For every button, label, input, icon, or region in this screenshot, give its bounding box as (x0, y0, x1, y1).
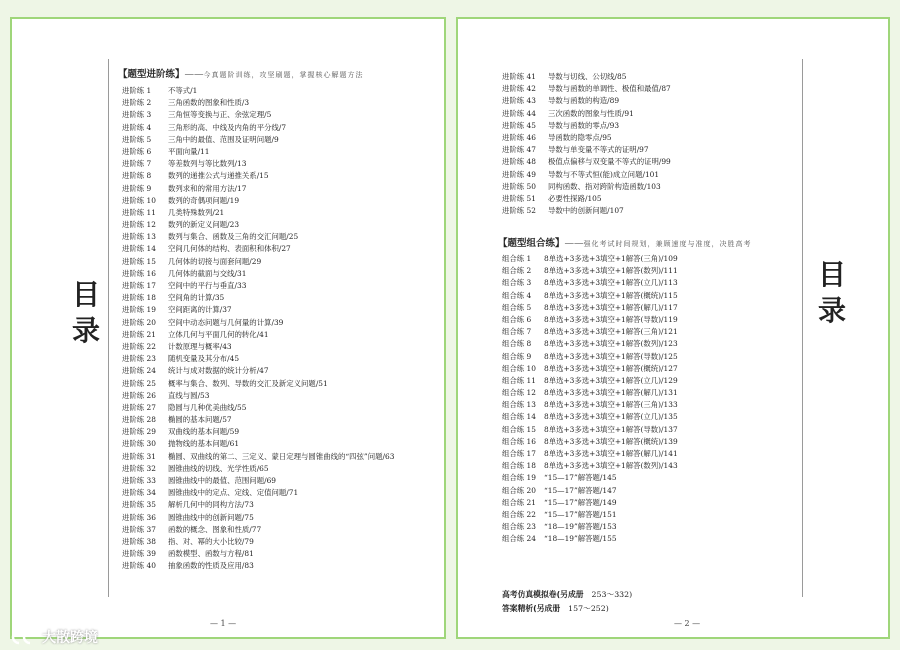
toc-entry (122, 548, 394, 560)
toc-entry-number: 组合练 1 (502, 254, 532, 263)
toc-entry (122, 365, 394, 377)
toc-entry-title: 空间角的计算/35 (168, 293, 225, 303)
toc-entry-title: 同构函数、指对跨阶构造函数/103 (548, 181, 661, 191)
toc-entry (502, 472, 678, 484)
toc-entry-title: 随机变量及其分布/45 (168, 354, 240, 364)
left-vertical-title (72, 277, 100, 349)
toc-entry (122, 85, 394, 97)
toc-entry (122, 378, 394, 390)
toc-entry-number: 组合练 13 (502, 400, 536, 410)
toc-entry (122, 256, 394, 268)
toc-entry (122, 158, 394, 170)
toc-entry-title: “15—17”解答题/147 (544, 485, 617, 495)
page-number-right: — 2 — (674, 619, 701, 628)
toc-entry-title: 双曲线的基本问题/59 (168, 427, 240, 437)
toc-entry-number: 进阶练 45 (502, 120, 536, 130)
toc-entry-title: 计数原理与概率/43 (168, 341, 232, 351)
toc-entry-number: 组合练 4 (502, 290, 532, 300)
toc-entry-number: 进阶练 34 (122, 488, 156, 498)
toc-entry-number: 组合练 17 (502, 449, 536, 458)
toc-entry (122, 134, 394, 146)
toc-entry-number: 进阶练 43 (502, 96, 536, 106)
toc-entry (502, 411, 678, 423)
toc-entry (502, 193, 671, 205)
toc-entry-title: 指、对、幂的大小比较/79 (168, 536, 254, 546)
toc-entry (122, 536, 394, 548)
toc-entry-title: 抛物线的基本问题/61 (168, 439, 240, 449)
toc-entry-number: 进阶练 49 (502, 169, 536, 179)
toc-entry-title: 几何体的截面与交线/31 (168, 268, 247, 278)
back-matter-mock-exam (502, 589, 632, 600)
toc-entry-number: 进阶练 25 (122, 378, 156, 388)
toc-entry-number: 组合练 8 (502, 339, 532, 349)
toc-list-advanced-continued (502, 71, 671, 217)
toc-entry-title: 8单选+3多选+3填空+1解答(概统)/115 (544, 290, 678, 300)
toc-entry (502, 460, 678, 472)
toc-entry-title: 函数模型、函数与方程/81 (168, 549, 254, 559)
toc-entry (502, 436, 678, 448)
toc-entry-number: 组合练 5 (502, 302, 532, 312)
toc-entry (122, 402, 394, 414)
toc-entry (122, 304, 394, 316)
toc-entry-number: 进阶练 14 (122, 244, 156, 254)
toc-entry-title: 三角函数的图象和性质/3 (168, 98, 250, 108)
toc-entry-title: 圆锥曲线中的定点、定线、定值问题/71 (168, 488, 299, 498)
toc-entry-number: 进阶练 5 (122, 134, 152, 144)
toc-entry-number: 组合练 18 (502, 461, 536, 471)
toc-entry (122, 353, 394, 365)
toc-entry-title: 三次函数的图象与性质/91 (548, 108, 634, 118)
toc-entry-number: 组合练 6 (502, 314, 532, 324)
toc-entry (122, 146, 394, 158)
toc-entry-title: 8单选+3多选+3填空+1解答(三角)/133 (544, 400, 678, 410)
toc-entry-number: 组合练 24 (502, 534, 536, 544)
toc-entry (122, 280, 394, 292)
toc-entry-title: 8单选+3多选+3填空+1解答(解几)/141 (544, 449, 678, 458)
toc-entry-number: 进阶练 6 (122, 146, 152, 156)
toc-entry-number: 进阶练 29 (122, 427, 156, 437)
toc-entry (502, 302, 678, 314)
toc-entry (122, 438, 394, 450)
toc-entry-number: 进阶练 35 (122, 500, 156, 510)
toc-entry-title: 8单选+3多选+3填空+1解答(立几)/113 (544, 278, 678, 288)
toc-entry-title: 统计与成对数据的统计分析/47 (168, 366, 269, 376)
toc-entry (502, 521, 678, 533)
toc-entry-title: 几何体的切接与面套问题/29 (168, 256, 262, 266)
toc-entry-title: 8单选+3多选+3填空+1解答(概统)/127 (544, 363, 678, 373)
toc-entry-number: 进阶练 13 (122, 232, 156, 242)
toc-entry-title: 8单选+3多选+3填空+1解答(立几)/135 (544, 412, 678, 422)
toc-entry-title: 平面向量/11 (168, 146, 210, 156)
toc-entry-title: 几类特殊数列/21 (168, 207, 225, 217)
toc-entry (502, 277, 678, 289)
toc-entry-number: 组合练 11 (502, 375, 536, 385)
toc-entry-number: 进阶练 51 (502, 193, 536, 203)
toc-entry-number: 组合练 19 (502, 473, 536, 483)
toc-entry (502, 144, 671, 156)
toc-entry (502, 169, 671, 181)
toc-entry (502, 290, 678, 302)
section-dash: —— (184, 69, 204, 80)
toc-entry (502, 132, 671, 144)
toc-entry (122, 390, 394, 402)
toc-entry-number: 进阶练 52 (502, 206, 536, 216)
toc-entry (502, 351, 678, 363)
section-heading-advanced (118, 66, 364, 80)
title-char-mu: 目 (818, 258, 847, 291)
toc-entry-title: 8单选+3多选+3填空+1解答(解几)/117 (544, 302, 678, 312)
toc-entry (502, 387, 678, 399)
toc-entry (122, 487, 394, 499)
toc-entry (122, 109, 394, 121)
toc-entry (502, 265, 678, 277)
toc-entry-number: 进阶练 18 (122, 293, 156, 303)
title-char-mu: 目 (72, 278, 101, 311)
toc-entry-title: 8单选+3多选+3填空+1解答(三角)/121 (544, 327, 678, 337)
toc-entry-number: 进阶练 46 (502, 132, 536, 142)
section-subtitle: 强化考试时间规划，兼顾速度与准度，决胜高考 (583, 240, 752, 248)
toc-entry (502, 95, 671, 107)
toc-list-advanced (122, 85, 394, 573)
watermark-text: 大散跨境 (42, 630, 98, 646)
toc-entry (122, 524, 394, 536)
toc-entry-title: 圆锥曲线中的最值、范围问题/69 (168, 476, 276, 485)
toc-entry-number: 进阶练 40 (122, 561, 156, 571)
title-char-lu: 录 (818, 294, 847, 327)
toc-entry-number: 进阶练 39 (122, 549, 156, 559)
toc-entry-title: 8单选+3多选+3填空+1解答(数列)/143 (544, 461, 678, 471)
toc-entry-number: 组合练 20 (502, 485, 536, 495)
toc-entry (122, 268, 394, 280)
toc-entry-title: 8单选+3多选+3填空+1解答(数列)/111 (544, 266, 678, 276)
toc-entry-number: 进阶练 38 (122, 536, 156, 546)
toc-entry-title: 导数与函数的构造/89 (548, 96, 620, 106)
toc-entry-number: 组合练 3 (502, 278, 532, 288)
toc-entry-number: 进阶练 33 (122, 476, 156, 485)
toc-entry-number: 进阶练 21 (122, 329, 156, 339)
back-matter-answers (502, 603, 609, 614)
toc-entry (122, 463, 394, 475)
toc-entry-title: 空间距离的计算/37 (168, 305, 232, 315)
toc-entry-number: 组合练 16 (502, 436, 536, 446)
toc-entry-number: 进阶练 44 (502, 108, 536, 118)
toc-entry-title: “15—17”解答题/151 (544, 509, 617, 519)
toc-entry-title: 空间中的平行与垂直/33 (168, 281, 247, 290)
toc-entry-number: 进阶练 24 (122, 366, 156, 376)
toc-entry-title: 三角中的最值、范围及证明问题/9 (168, 134, 279, 144)
toc-entry (122, 499, 394, 511)
toc-entry-title: 导数与单变量不等式的证明/97 (548, 145, 649, 155)
toc-entry (122, 475, 394, 487)
toc-entry-number: 进阶练 7 (122, 159, 152, 169)
section-title: 【题型进阶练】 (118, 69, 185, 80)
left-gutter-line (108, 59, 109, 597)
toc-entry-title: 椭圆、双曲线的第二、三定义、蒙日定理与圆锥曲线的“四弦”问题/63 (168, 451, 395, 461)
toc-entry-number: 进阶练 23 (122, 354, 156, 364)
toc-entry-title: 必要性探路/105 (548, 193, 602, 203)
title-char-lu: 录 (72, 314, 101, 347)
toc-entry-title: 空间中动态问题与几何量的计算/39 (168, 317, 284, 327)
toc-entry-number: 进阶练 17 (122, 281, 156, 290)
right-page (456, 17, 890, 639)
toc-entry-title: 8单选+3多选+3填空+1解答(导数)/137 (544, 424, 678, 434)
toc-entry-number: 进阶练 22 (122, 341, 156, 351)
toc-entry-number: 组合练 2 (502, 266, 532, 276)
toc-entry-title: 数列求和的常用方法/17 (168, 183, 247, 193)
toc-entry-title: 导数与切线、公切线/85 (548, 72, 627, 81)
back-matter-label: 答案精析(另成册 (502, 604, 561, 613)
toc-entry-title: 隐圆与几种优美曲线/55 (168, 402, 247, 412)
section-dash: —— (564, 238, 584, 249)
toc-entry (122, 451, 394, 463)
toc-entry-title: 导数与函数的零点/93 (548, 120, 620, 130)
toc-entry-title: 圆锥曲线的切线、光学性质/65 (168, 463, 269, 473)
toc-entry (502, 363, 678, 375)
section-heading-combined (498, 235, 752, 249)
toc-entry (502, 120, 671, 132)
toc-entry (122, 560, 394, 572)
toc-entry-number: 进阶练 37 (122, 524, 156, 534)
toc-entry-title: 函数的概念、图象和性质/77 (168, 524, 262, 534)
back-matter-label: 高考仿真模拟卷(另成册 (502, 590, 584, 599)
toc-entry-title: 8单选+3多选+3填空+1解答(解几)/131 (544, 388, 678, 398)
toc-entry-title: 立体几何与平面几何的转化/41 (168, 329, 269, 339)
toc-entry (502, 83, 671, 95)
toc-entry-number: 进阶练 2 (122, 98, 152, 108)
toc-entry-number: 进阶练 36 (122, 512, 156, 522)
toc-entry-number: 组合练 21 (502, 497, 536, 507)
toc-entry (502, 485, 678, 497)
toc-entry-title: 空间几何体的结构、表面积和体积/27 (168, 244, 291, 254)
right-vertical-title (818, 257, 846, 329)
toc-entry-number: 进阶练 10 (122, 195, 156, 205)
toc-entry-number: 进阶练 50 (502, 181, 536, 191)
toc-entry (122, 207, 394, 219)
toc-entry (122, 426, 394, 438)
toc-entry-title: 数列的奇偶项问题/19 (168, 195, 240, 205)
toc-entry-title: 概率与集合、数列、导数的交汇及新定义问题/51 (168, 378, 328, 388)
toc-entry-title: 导数与函数的单调性、极值和最值/87 (548, 84, 671, 94)
toc-entry-title: 极值点偏移与双变量不等式的证明/99 (548, 157, 671, 167)
toc-entry-title: 圆锥曲线中的创新问题/75 (168, 512, 254, 522)
toc-entry-number: 进阶练 1 (122, 86, 152, 95)
toc-entry-title: 8单选+3多选+3填空+1解答(三角)/109 (544, 254, 678, 263)
toc-entry-title: 直线与圆/53 (168, 390, 210, 400)
toc-entry (122, 183, 394, 195)
left-page (10, 17, 446, 639)
toc-entry-number: 进阶练 47 (502, 145, 536, 155)
toc-entry-number: 进阶练 3 (122, 110, 152, 120)
toc-entry (502, 181, 671, 193)
section-title: 【题型组合练】 (498, 238, 565, 249)
toc-entry-number: 组合练 22 (502, 509, 536, 519)
toc-entry-title: “15—17”解答题/145 (544, 473, 617, 483)
toc-entry-number: 组合练 23 (502, 522, 536, 532)
toc-entry (122, 414, 394, 426)
toc-entry (502, 253, 678, 265)
toc-entry-title: 8单选+3多选+3填空+1解答(概统)/139 (544, 436, 678, 446)
toc-entry-title: 抽象函数的性质及应用/83 (168, 561, 254, 571)
toc-entry (502, 156, 671, 168)
toc-entry (122, 170, 394, 182)
toc-entry-title: 三角形的高、中线及内角的平分线/7 (168, 122, 287, 132)
toc-entry (122, 329, 394, 341)
toc-entry-title: 椭圆的基本问题/57 (168, 415, 232, 425)
watermark-logo-icon (10, 628, 38, 646)
toc-entry (122, 231, 394, 243)
toc-entry-number: 进阶练 30 (122, 439, 156, 449)
toc-entry-number: 进阶练 26 (122, 390, 156, 400)
toc-entry-number: 进阶练 4 (122, 122, 152, 132)
toc-entry-title: 等差数列与等比数列/13 (168, 159, 247, 169)
toc-entry-number: 组合练 15 (502, 424, 536, 434)
toc-entry (502, 314, 678, 326)
toc-entry-number: 进阶练 27 (122, 402, 156, 412)
toc-entry-title: “18—19”解答题/153 (544, 522, 617, 532)
toc-entry-title: “18—19”解答题/155 (544, 534, 617, 544)
toc-entry-number: 组合练 14 (502, 412, 536, 422)
toc-entry (122, 195, 394, 207)
toc-entry-title: 数列与集合、函数及三角的交汇问题/25 (168, 232, 299, 242)
toc-entry (502, 205, 671, 217)
toc-entry-title: 8单选+3多选+3填空+1解答(数列)/123 (544, 339, 678, 349)
toc-entry (502, 108, 671, 120)
toc-entry-title: 8单选+3多选+3填空+1解答(立几)/129 (544, 375, 678, 385)
toc-entry-number: 进阶练 15 (122, 256, 156, 266)
watermark (10, 626, 98, 648)
toc-entry-title: “15—17”解答题/149 (544, 497, 617, 507)
toc-entry-number: 进阶练 16 (122, 268, 156, 278)
toc-entry-title: 不等式/1 (168, 86, 198, 95)
toc-entry (502, 497, 678, 509)
toc-entry (122, 512, 394, 524)
toc-entry-number: 组合练 7 (502, 327, 532, 337)
right-gutter-line (802, 59, 803, 597)
back-matter-pages: 157～252) (568, 604, 609, 613)
toc-entry-number: 进阶练 9 (122, 183, 152, 193)
toc-entry (122, 122, 394, 134)
toc-entry-number: 组合练 12 (502, 388, 536, 398)
toc-entry-title: 数列的新定义问题/23 (168, 220, 240, 230)
toc-entry (502, 399, 678, 411)
toc-entry-number: 进阶练 11 (122, 207, 156, 217)
toc-entry (122, 317, 394, 329)
toc-entry-number: 进阶练 19 (122, 305, 156, 315)
toc-entry-number: 进阶练 41 (502, 72, 536, 81)
toc-entry-number: 进阶练 28 (122, 415, 156, 425)
toc-entry-title: 解析几何中的同构方法/73 (168, 500, 254, 510)
toc-entry-number: 组合练 10 (502, 363, 536, 373)
toc-entry-number: 进阶练 32 (122, 463, 156, 473)
section-subtitle: 今真题阶训练，攻坚刷题，掌握核心解题方法 (203, 71, 364, 79)
toc-entry (502, 533, 678, 545)
toc-entry-number: 进阶练 42 (502, 84, 536, 94)
toc-entry (502, 424, 678, 436)
toc-entry-title: 数列的递推公式与递推关系/15 (168, 171, 269, 181)
toc-entry-number: 进阶练 31 (122, 451, 156, 461)
toc-entry-title: 导数与不等式恒(能)成立问题/101 (548, 169, 660, 179)
back-matter-pages: 253～332) (591, 590, 633, 599)
toc-list-combined (502, 253, 678, 546)
toc-entry (502, 375, 678, 387)
toc-entry (502, 71, 671, 83)
toc-entry-title: 三角恒等变换与正、余弦定理/5 (168, 110, 272, 120)
toc-entry (502, 509, 678, 521)
toc-entry-title: 导函数的隐零点/95 (548, 132, 612, 142)
toc-entry-title: 8单选+3多选+3填空+1解答(导数)/125 (544, 351, 678, 361)
toc-entry (122, 292, 394, 304)
toc-entry-number: 进阶练 48 (502, 157, 536, 167)
toc-entry-number: 进阶练 12 (122, 220, 156, 230)
toc-entry-title: 8单选+3多选+3填空+1解答(导数)/119 (544, 314, 678, 324)
toc-entry-number: 组合练 9 (502, 351, 532, 361)
toc-entry (122, 97, 394, 109)
toc-entry-number: 进阶练 20 (122, 317, 156, 327)
toc-entry (122, 243, 394, 255)
toc-entry (122, 341, 394, 353)
toc-entry-number: 进阶练 8 (122, 171, 152, 181)
page-number-left: — 1 — (210, 619, 237, 628)
toc-entry (122, 219, 394, 231)
toc-entry-title: 导数中的创新问题/107 (548, 206, 624, 216)
toc-entry (502, 448, 678, 460)
toc-entry (502, 338, 678, 350)
toc-entry (502, 326, 678, 338)
